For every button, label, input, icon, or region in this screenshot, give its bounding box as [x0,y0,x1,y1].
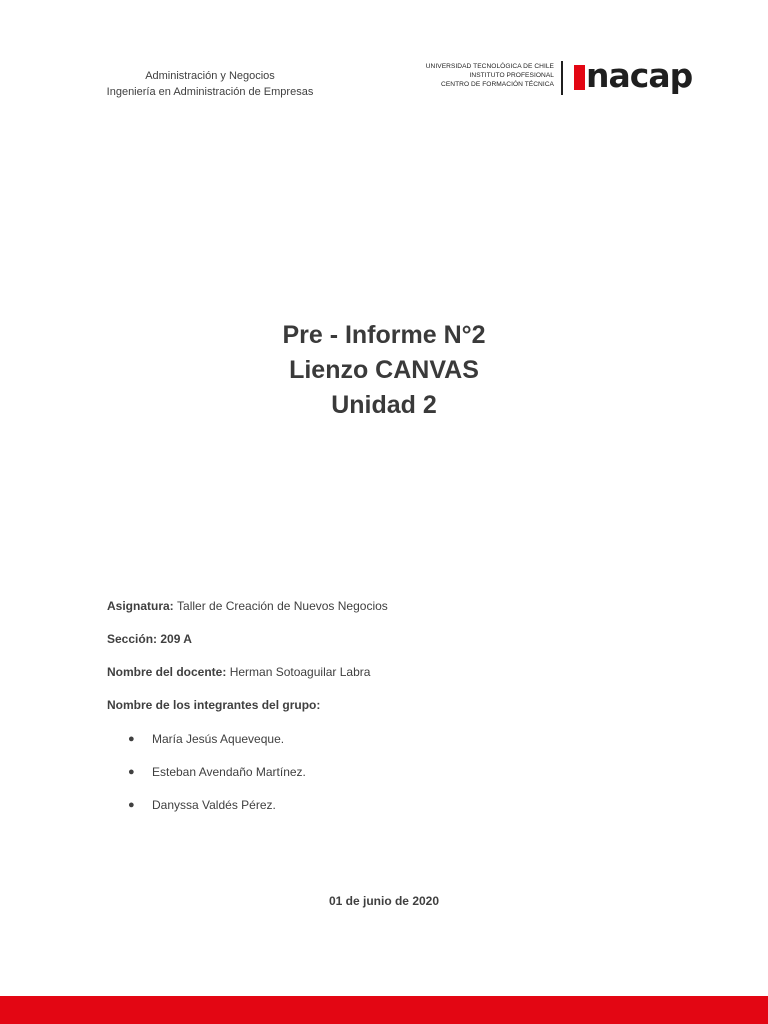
asignatura-value: Taller de Creación de Nuevos Negocios [177,599,388,613]
list-item [128,731,528,764]
member-name: Esteban Avendaño Martínez. [152,765,306,779]
logo-divider [561,61,563,95]
career-name: Ingeniería en Administración de Empresas [106,86,314,98]
docente-value: Herman Sotoaguilar Labra [229,665,371,679]
bullet-icon: ● [128,733,135,745]
footer-bar [0,996,768,1024]
integrantes-label: Nombre de los integrantes del grupo: [107,698,321,712]
asignatura-label: Asignatura: [107,599,178,613]
institution-lines [410,62,554,89]
member-name: María Jesús Aqueveque. [152,732,285,746]
inacap-wordmark [574,56,714,100]
seccion-field [107,631,667,664]
title-line-2: Lienzo CANVAS [289,356,479,384]
institution-line-2: INSTITUTO PROFESIONAL [469,72,554,79]
title-line-1: Pre - Informe N°2 [282,321,486,349]
docente-field [107,664,667,697]
inacap-red-mark [574,65,585,90]
institution-line-3: CENTRO DE FORMACIÓN TÉCNICA [441,81,554,88]
seccion-value: 209 A [160,632,192,646]
docente-label: Nombre del docente: [107,665,230,679]
bullet-icon: ● [128,766,135,778]
seccion-label: Sección: [107,632,161,646]
asignatura-field [107,598,667,631]
list-item [128,797,528,830]
inacap-brand-text: nacap [586,56,693,95]
faculty-name: Administración y Negocios [145,70,275,82]
inacap-logo [410,58,720,102]
report-title [0,318,768,423]
report-date: 01 de junio de 2020 [328,894,440,908]
title-line-3: Unidad 2 [331,391,437,419]
integrantes-field [107,697,667,730]
faculty-header [90,68,330,100]
bullet-icon: ● [128,799,135,811]
institution-line-1: UNIVERSIDAD TECNOLÓGICA DE CHILE [425,63,554,70]
report-details [107,598,667,730]
list-item [128,764,528,797]
member-name: Danyssa Valdés Pérez. [152,798,276,812]
members-list [128,731,528,830]
